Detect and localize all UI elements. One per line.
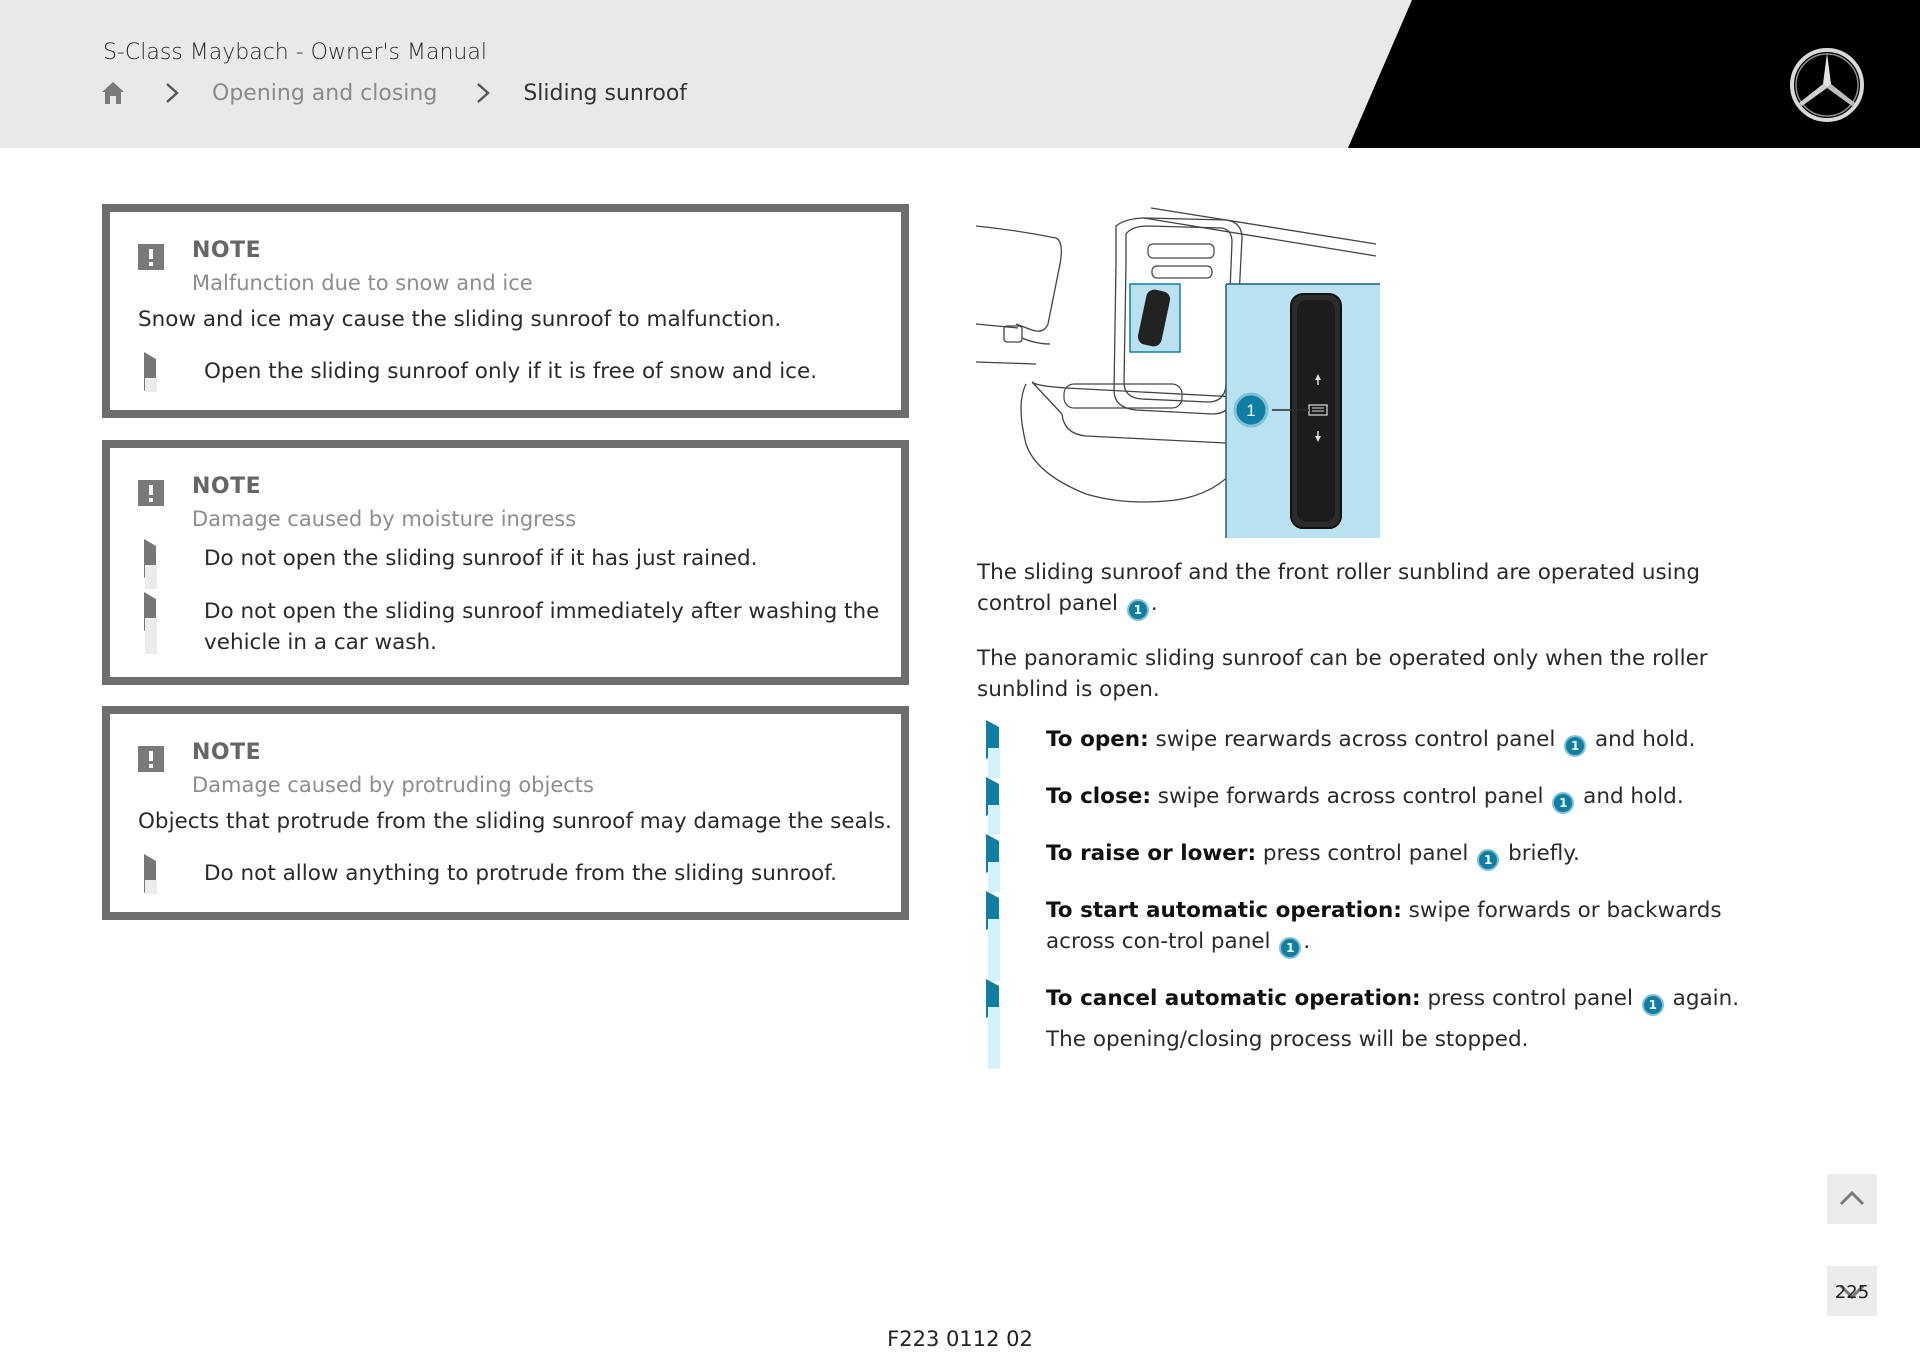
step-description: swipe rearwards across control panel — [1148, 727, 1563, 752]
note-bullet-text: Do not open the sliding sunroof if it has just rained. — [204, 546, 758, 571]
callout-number-icon: 1 — [1564, 735, 1586, 757]
scroll-up-button[interactable] — [1827, 1174, 1877, 1224]
callout-number-icon: 1 — [1127, 599, 1149, 621]
step-description-end: . — [1303, 929, 1311, 954]
step-label: To cancel automatic operation: — [1046, 986, 1421, 1011]
exclamation-icon — [138, 244, 164, 270]
breadcrumb — [100, 80, 687, 106]
manual-title: S-Class Maybach - Owner's Manual — [103, 40, 487, 65]
step-description-end: and hold. — [1576, 784, 1684, 809]
step-cancel-automatic — [977, 983, 1797, 1055]
breadcrumb-sliding-sunroof: Sliding sunroof — [523, 80, 688, 106]
note-title: NOTE — [192, 740, 262, 765]
bullet-arrow-icon — [986, 781, 1006, 812]
note-subtitle: Damage caused by protruding objects — [192, 773, 594, 797]
bullet-arrow-icon — [144, 543, 160, 574]
sunroof-control-panel-illustration — [976, 204, 1380, 538]
step-label: To start automatic operation: — [1046, 898, 1402, 923]
step-result-note: The opening/closing process will be stopped. — [1046, 1027, 1529, 1052]
chevron-right-icon — [162, 81, 182, 105]
illustration-callout-number: 1 — [1246, 401, 1256, 420]
step-description-end: briefly. — [1501, 841, 1580, 866]
intro-paragraph-2: The panoramic sliding sunroof can be operated only when the roller sunblind is open. — [977, 646, 1708, 702]
mercedes-star-logo — [1788, 46, 1866, 124]
operation-steps-list — [977, 724, 1797, 1079]
note-box-protruding-objects — [102, 706, 909, 920]
bullet-arrow-icon — [144, 858, 160, 889]
chevron-up-icon — [1827, 1174, 1877, 1224]
note-box-moisture — [102, 440, 909, 685]
bullet-arrow-icon — [986, 983, 1006, 1014]
intro-text: The sliding sunroof and the front roller sunblind are operated using control panel — [977, 560, 1701, 616]
page-header — [0, 0, 1920, 148]
step-raise-lower — [977, 838, 1797, 871]
note-subtitle: Malfunction due to snow and ice — [192, 271, 533, 295]
note-bullet-text: Do not allow anything to protrude from the sliding sunroof. — [204, 861, 837, 886]
note-bullet — [144, 356, 901, 387]
step-label: To open: — [1046, 727, 1149, 752]
step-description-end: again. — [1665, 986, 1740, 1011]
callout-number-icon: 1 — [1642, 994, 1664, 1016]
bullet-arrow-icon — [144, 356, 160, 387]
note-title: NOTE — [192, 474, 262, 499]
step-open — [977, 724, 1797, 757]
step-text — [1046, 838, 1580, 871]
exclamation-icon — [138, 480, 164, 506]
step-text — [1046, 724, 1696, 757]
note-box-snow-ice — [102, 204, 909, 418]
note-title: NOTE — [192, 238, 262, 263]
step-description: swipe forwards or backwards across con-trol panel — [1046, 898, 1722, 954]
step-label: To close: — [1046, 784, 1151, 809]
note-bullet — [144, 543, 901, 574]
bullet-arrow-icon — [144, 596, 160, 627]
note-bullet-text: Open the sliding sunroof only if it is free of snow and ice. — [204, 359, 818, 384]
home-icon[interactable] — [100, 80, 126, 106]
step-text — [1046, 983, 1739, 1055]
page-number: 225 — [1834, 1282, 1870, 1303]
step-text — [1046, 781, 1684, 814]
callout-number-icon: 1 — [1477, 849, 1499, 871]
callout-number-icon: 1 — [1279, 937, 1301, 959]
step-description: press control panel — [1256, 841, 1476, 866]
note-bullet-text: Do not open the sliding sunroof immediately after washing the vehicle in a car wash. — [204, 599, 880, 655]
callout-number-icon: 1 — [1552, 792, 1574, 814]
step-close — [977, 781, 1797, 814]
step-label: To raise or lower: — [1046, 841, 1257, 866]
exclamation-icon — [138, 746, 164, 772]
step-start-automatic — [977, 895, 1797, 959]
chevron-right-icon — [473, 81, 493, 105]
note-bullet — [144, 858, 901, 889]
note-subtitle: Damage caused by moisture ingress — [192, 507, 577, 531]
step-text — [1046, 895, 1797, 959]
bullet-arrow-icon — [986, 838, 1006, 869]
step-description: press control panel — [1420, 986, 1640, 1011]
intro-text-end: . — [1150, 591, 1158, 616]
image-reference-code: F223 0112 02 — [887, 1327, 1033, 1351]
bullet-arrow-icon — [986, 895, 1006, 926]
bullet-arrow-icon — [986, 724, 1006, 755]
header-black-banner — [0, 0, 1920, 148]
intro-paragraph-1 — [977, 557, 1777, 621]
step-description-end: and hold. — [1588, 727, 1696, 752]
step-description: swipe forwards across control panel — [1150, 784, 1551, 809]
note-text: Snow and ice may cause the sliding sunroof to malfunction. — [138, 307, 782, 332]
note-bullet — [144, 596, 901, 658]
note-text: Objects that protrude from the sliding sunroof may damage the seals. — [138, 809, 892, 834]
breadcrumb-opening-and-closing[interactable]: Opening and closing — [212, 80, 438, 106]
